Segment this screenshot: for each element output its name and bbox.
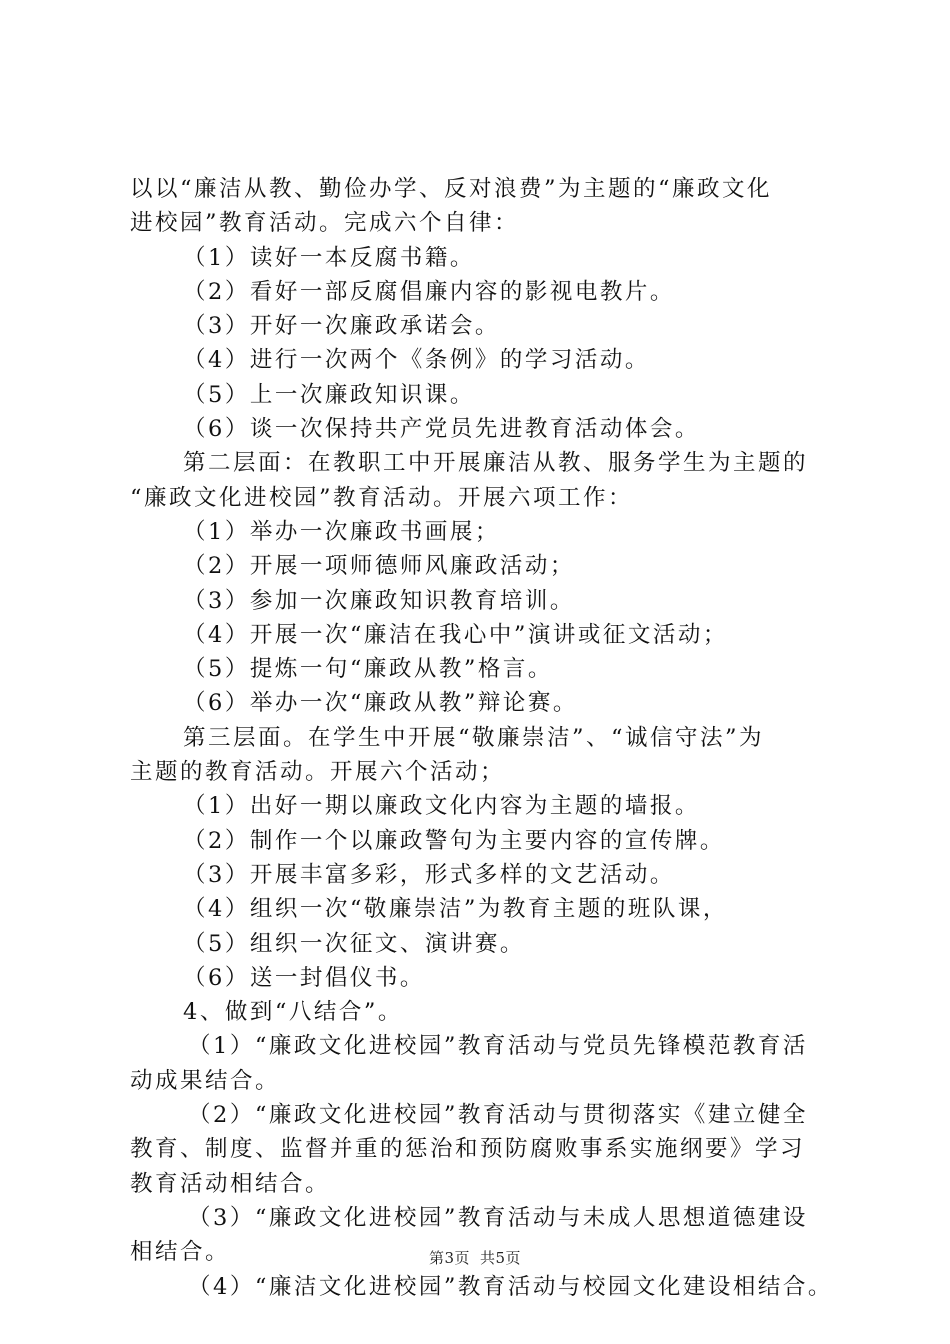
list-item: （4）组织一次“敬廉崇洁”为教育主题的班队课， <box>183 896 728 923</box>
list-item: （2）看好一部反腐倡廉内容的影视电教片。 <box>183 278 675 305</box>
list-item: （4）“廉洁文化进校园”教育活动与校园文化建设相结合。 <box>188 1273 833 1300</box>
text-line: 以以“廉洁从教、勤俭办学、反对浪费”为主题的“廉政文化 <box>130 176 773 202</box>
list-item: （5）提炼一句“廉政从教”格言。 <box>183 656 553 683</box>
list-item: （1）“廉政文化进校园”教育活动与党员先锋模范教育活 <box>188 1033 808 1060</box>
list-item: （5）上一次廉政知识课。 <box>183 381 475 408</box>
list-item: （2）“廉政文化进校园”教育活动与贯彻落实《建立健全 <box>188 1102 808 1129</box>
text-line: 教育、制度、监督并重的惩治和预防腐败事系实施纲要》学习 <box>130 1136 806 1163</box>
page-total: 共5页 <box>480 1249 522 1267</box>
section-heading: 第二层面：在教职工中开展廉洁从教、服务学生为主题的 <box>183 450 809 477</box>
list-item: （3）参加一次廉政知识教育培训。 <box>183 587 575 614</box>
section-heading: 第三层面。在学生中开展“敬廉崇洁”、“诚信守法”为 <box>183 724 765 751</box>
text-line: 相结合。 <box>130 1239 231 1266</box>
list-item: （4）进行一次两个《条例》的学习活动。 <box>183 347 650 374</box>
list-item: （1）举办一次廉政书画展； <box>183 518 500 545</box>
list-item: （6）谈一次保持共产党员先进教育活动体会。 <box>183 416 700 443</box>
list-item: （6）举办一次“廉政从教”辩论赛。 <box>183 690 578 717</box>
list-item: （1）读好一本反腐书籍。 <box>183 244 475 271</box>
list-item: （6）送一封倡仪书。 <box>183 964 425 991</box>
list-item: （2）制作一个以廉政警句为主要内容的宣传牌。 <box>183 827 725 854</box>
text-line: 动成果结合。 <box>130 1067 281 1094</box>
list-item: （3）开展丰富多彩，形式多样的文艺活动。 <box>183 861 675 888</box>
text-line: “廉政文化进校园”教育活动。开展六项工作： <box>130 484 634 511</box>
page-footer <box>0 1247 950 1268</box>
page-number: 第3页 <box>428 1249 470 1267</box>
list-item: （3）开好一次廉政承诺会。 <box>183 313 500 340</box>
list-item: （3）“廉政文化进校园”教育活动与未成人思想道德建设 <box>188 1204 808 1231</box>
text-line: 主题的教育活动。开展六个活动； <box>130 759 506 786</box>
document-body <box>130 172 850 1304</box>
text-line: 进校园”教育活动。完成六个自律： <box>130 210 520 237</box>
text-line: 教育活动相结合。 <box>130 1170 331 1197</box>
list-item: （5）组织一次征文、演讲赛。 <box>183 930 525 957</box>
list-item: （2）开展一项师德师风廉政活动； <box>183 553 575 580</box>
section-heading: 4、做到“八结合”。 <box>183 999 403 1026</box>
list-item: （4）开展一次“廉洁在我心中”演讲或征文活动； <box>183 621 728 648</box>
list-item: （1）出好一期以廉政文化内容为主题的墙报。 <box>183 793 700 820</box>
